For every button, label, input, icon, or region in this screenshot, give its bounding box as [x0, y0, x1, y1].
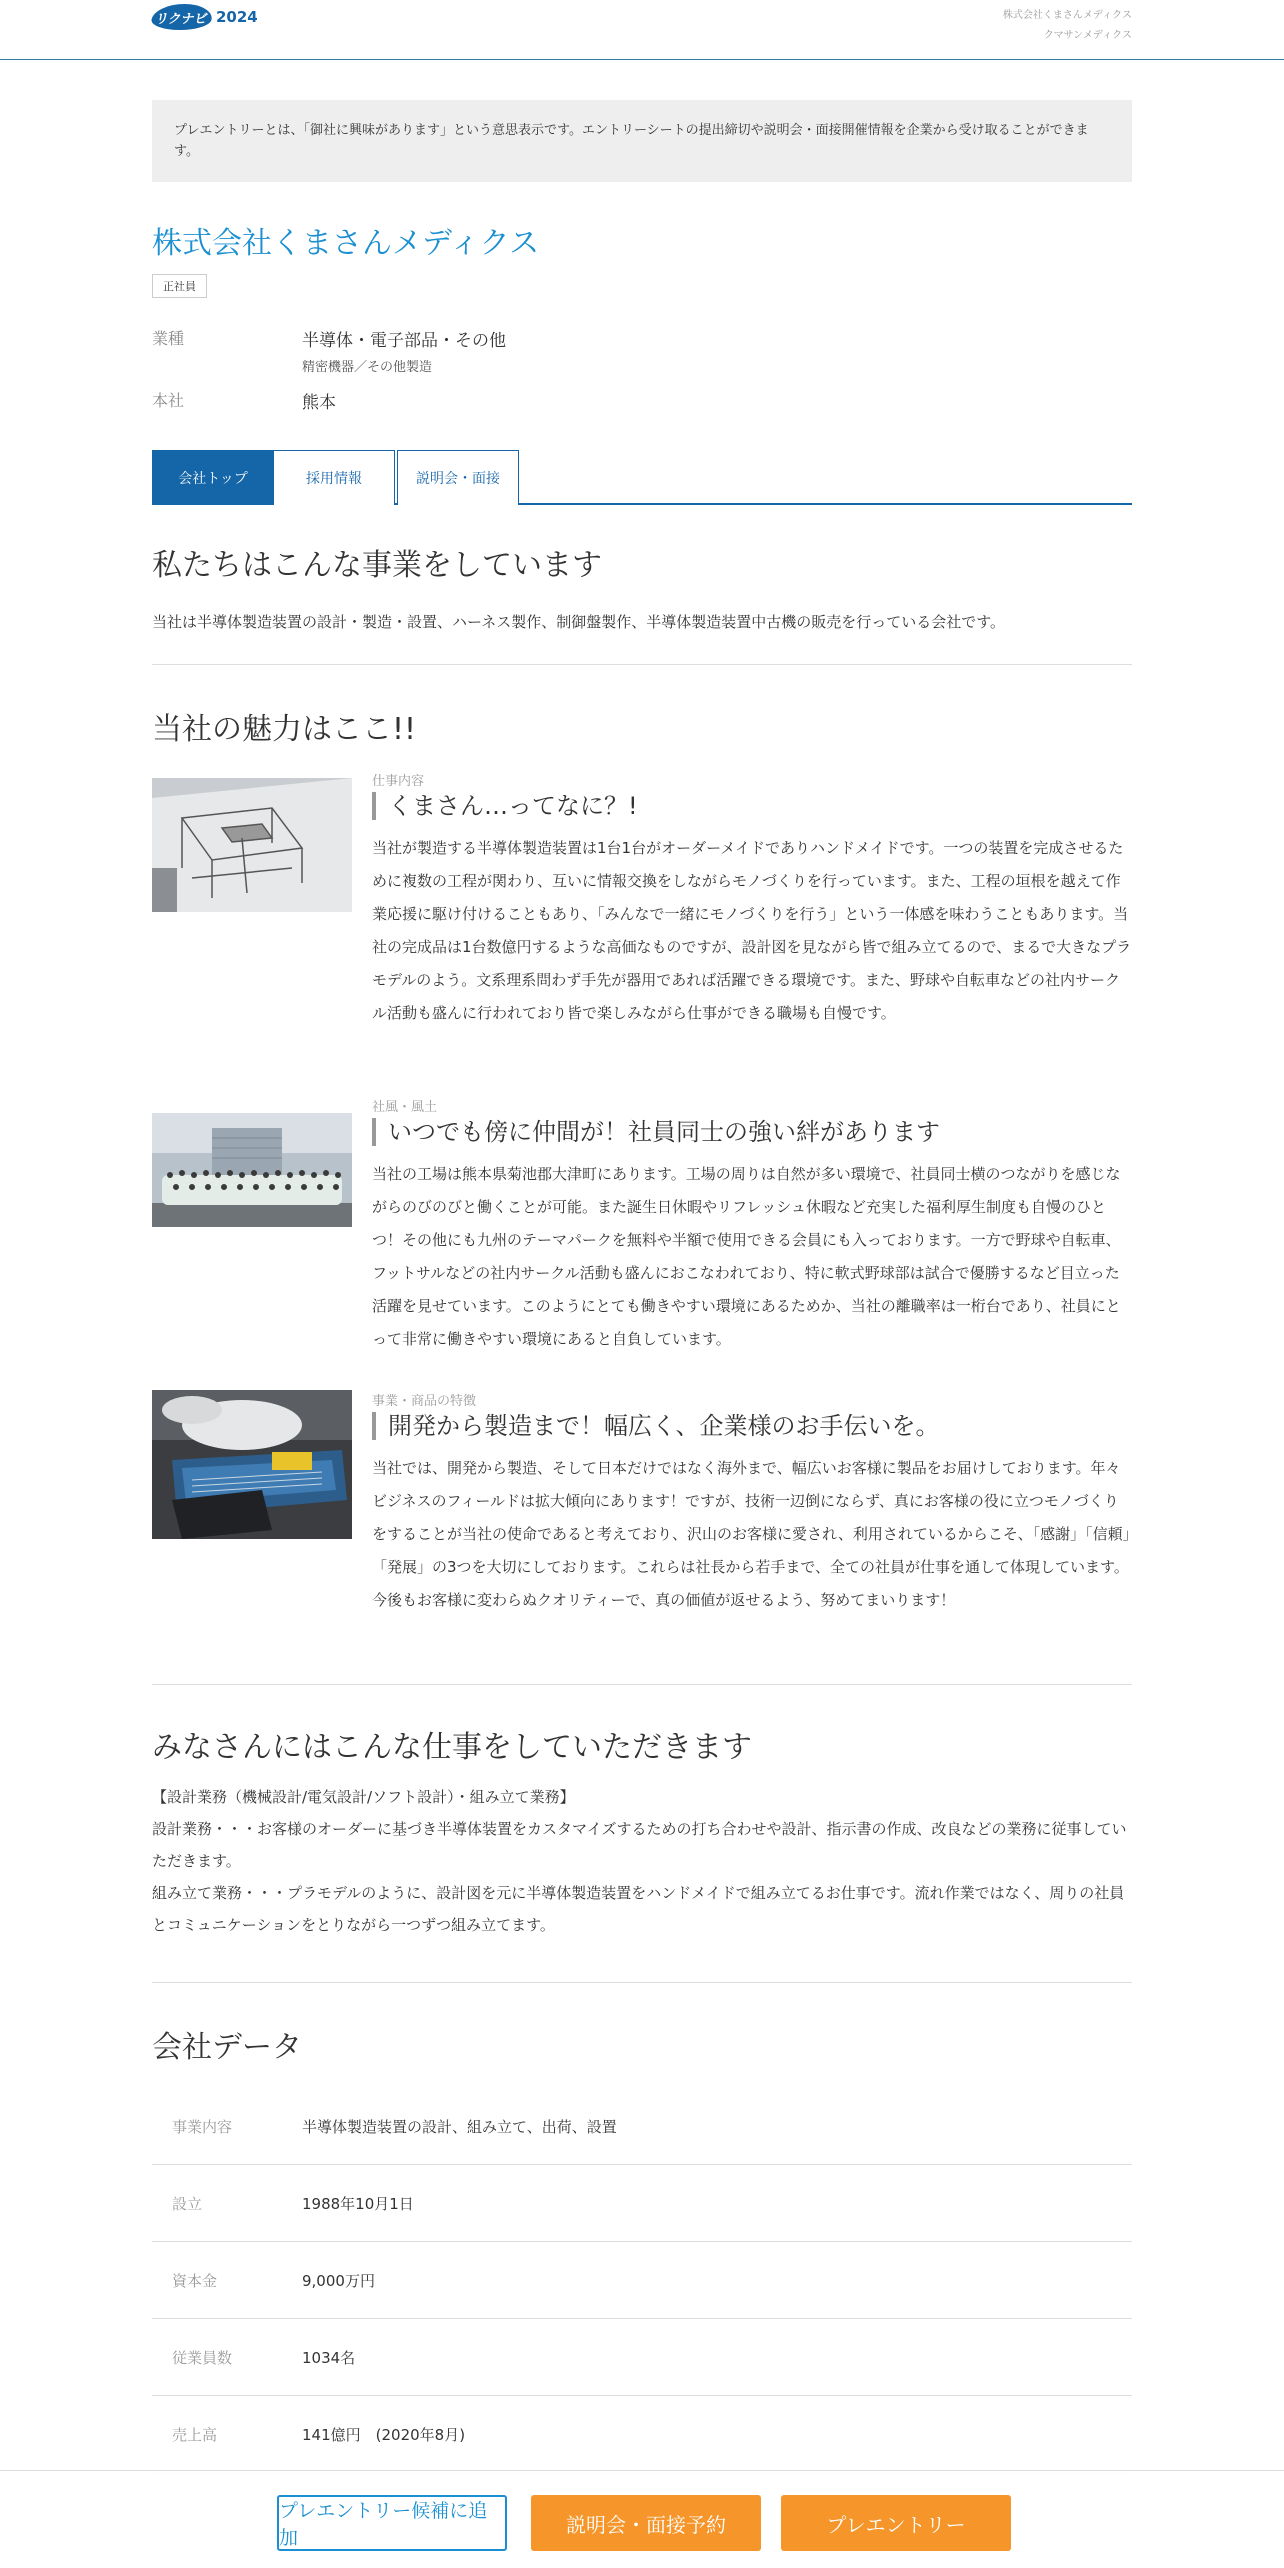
logo-mark: リクナビ	[150, 4, 215, 30]
data-row-founded	[152, 2165, 1132, 2242]
appeal-heading: 当社の魅力はここ!!	[152, 712, 417, 747]
work-body	[152, 1781, 1132, 1941]
hq-label: 本社	[152, 391, 185, 410]
data-row-business	[152, 2088, 1132, 2165]
header-company-kana: クマサンメディクス	[1043, 30, 1132, 41]
group-photo	[152, 1113, 352, 1227]
divider	[152, 1982, 1132, 1983]
header-company-info	[1003, 6, 1132, 46]
circuit-board-photo	[152, 1390, 352, 1539]
employment-type-badge: 正社員	[152, 274, 207, 298]
appeal-body: 当社では、開発から製造、そして日本だけではなく海外まで、幅広いお客様に製品をお届けしております。年々ビジネスのフィールドは拡大傾向にあります！ですが、技術一辺倒にならず、真にお客様の役に立つモノづくりをすることが当社の使命であると考えており、沢山のお客様に愛され、利用されているからこそ、「感謝」「信頼」「発展」の3つを大切にしております。これらは社長から若手まで、全ての社員が仕事を通して体現しています。今後もお客様に変わらぬクオリティーで、真の価値が返せるよう、努めてまいります！	[372, 1459, 1131, 1609]
data-row-employees	[152, 2319, 1132, 2396]
sticky-action-bar	[0, 2470, 1284, 2568]
data-label: 売上高	[172, 2426, 218, 2444]
appeal-body: 当社の工場は熊本県菊池郡大津町にあります。工場の周りは自然が多い環境で、社員同士横のつながりを感じながらのびのびと働くことが可能。また誕生日休暇やリフレッシュ休暇など充実した福利厚生制度も自慢のひとつ！その他にも九州のテーマパークを無料や半額で使用できる会員にも入っております。一方で野球や自転車、フットサルなどの社内サークル活動も盛んにおこなわれており、特に軟式野球部は試合で優勝するなど目立った活躍を見せています。このようにとても働きやすい環境にあるためか、当社の離職率は一桁台であり、社員にとって非常に働きやすい環境にあると自負しています。	[372, 1165, 1121, 1348]
appeal-item-1	[152, 770, 1132, 1060]
hq-value: 熊本	[302, 393, 336, 413]
blueprint-photo	[152, 778, 352, 912]
appeal-title: くまさん…ってなに？!	[372, 792, 638, 820]
data-value: 半導体製造装置の設計、組み立て、出荷、設置	[302, 2118, 617, 2136]
data-label: 設立	[172, 2195, 203, 2213]
data-label: 従業員数	[172, 2349, 233, 2367]
add-preentry-candidate-button[interactable]: プレエントリー候補に追加	[277, 2495, 507, 2551]
work-heading: みなさんにはこんな仕事をしていただきます	[152, 1730, 752, 1765]
data-value: 141億円 (2020年8月)	[302, 2426, 466, 2444]
data-row-sales	[152, 2396, 1132, 2473]
work-line-2: 設計業務・・・お客様のオーダーに基づき半導体装置をカスタマイズするための打ち合わせや設計、指示書の作成、改良などの業務に従事していただきます。	[152, 1820, 1127, 1870]
work-line-3: 組み立て業務・・・プラモデルのように、設計図を元に半導体製造装置をハンドメイドで組み立てるお仕事です。流れ作業ではなく、周りの社員とコミュニケーションをとりながら一つずつ組み立てます。	[152, 1884, 1125, 1934]
appeal-body: 当社が製造する半導体製造装置は1台1台がオーダーメイドでありハンドメイドです。一つの装置を完成させるために複数の工程が関わり、互いに情報交換をしながらモノづくりを行っています。また、工程の垣根を越えて作業応援に駆け付けることもあり、「みんなで一緒にモノづくりを行う」という一体感を味わうこともあります。当社の完成品は1台数億円するような高価なものですが、設計図を見ながら皆で組み立てるので、まるで大きなプラモデルのよう。文系理系問わず手先が器用であれば活躍できる環境です。また、野球や自転車などの社内サークル活動も盛んに行われており皆で楽しみながら仕事ができる職場も自慢です。	[372, 839, 1132, 1022]
industry-label: 業種	[152, 329, 185, 348]
data-value: 9,000万円	[302, 2272, 375, 2290]
company-title: 株式会社くまさんメディクス	[152, 226, 540, 261]
data-label: 事業内容	[172, 2118, 233, 2136]
industry-sub: 精密機器／その他製造	[302, 360, 433, 375]
site-header	[0, 0, 1284, 60]
appeal-category: 事業・商品の特徴	[372, 1394, 477, 1409]
tab-recruit-info[interactable]: 採用情報	[273, 450, 395, 505]
seminar-reservation-button[interactable]: 説明会・面接予約	[531, 2495, 761, 2551]
tab-seminar[interactable]: 説明会・面接	[397, 450, 519, 505]
divider	[152, 1684, 1132, 1685]
logo-year: 2024	[216, 8, 258, 26]
data-row-capital	[152, 2242, 1132, 2319]
rikunabi-logo[interactable]	[152, 4, 258, 30]
data-label: 資本金	[172, 2272, 218, 2290]
appeal-category: 社風・風土	[372, 1100, 438, 1115]
data-value: 1034名	[302, 2349, 356, 2367]
business-text: 当社は半導体製造装置の設計・製造・設置、ハーネス製作、制御盤製作、半導体製造装置中古機の販売を行っている会社です。	[152, 613, 1006, 631]
header-company-name: 株式会社くまさんメディクス	[1002, 10, 1132, 21]
appeal-title: いつでも傍に仲間が！社員同士の強い絆があります	[372, 1118, 940, 1146]
appeal-item-2	[152, 1096, 1132, 1366]
company-tabs	[152, 450, 1132, 505]
industry-value: 半導体・電子部品・その他	[302, 331, 506, 351]
divider	[152, 664, 1132, 665]
work-line-1: 【設計業務（機械設計/電気設計/ソフト設計）・組み立て業務】	[152, 1788, 575, 1806]
appeal-category: 仕事内容	[372, 774, 425, 789]
preentry-button[interactable]: プレエントリー	[781, 2495, 1011, 2551]
appeal-title: 開発から製造まで！幅広く、企業様のお手伝いを。	[372, 1412, 940, 1440]
tab-company-top[interactable]: 会社トップ	[152, 450, 274, 505]
data-value: 1988年10月1日	[302, 2195, 414, 2213]
business-heading: 私たちはこんな事業をしています	[152, 548, 602, 583]
preentry-notice: プレエントリーとは、「御社に興味があります」という意思表示です。エントリーシートの提出締切や説明会・面接開催情報を企業から受け取ることができます。	[152, 100, 1132, 182]
company-data-heading: 会社データ	[152, 2030, 302, 2065]
appeal-item-3	[152, 1390, 1132, 1670]
